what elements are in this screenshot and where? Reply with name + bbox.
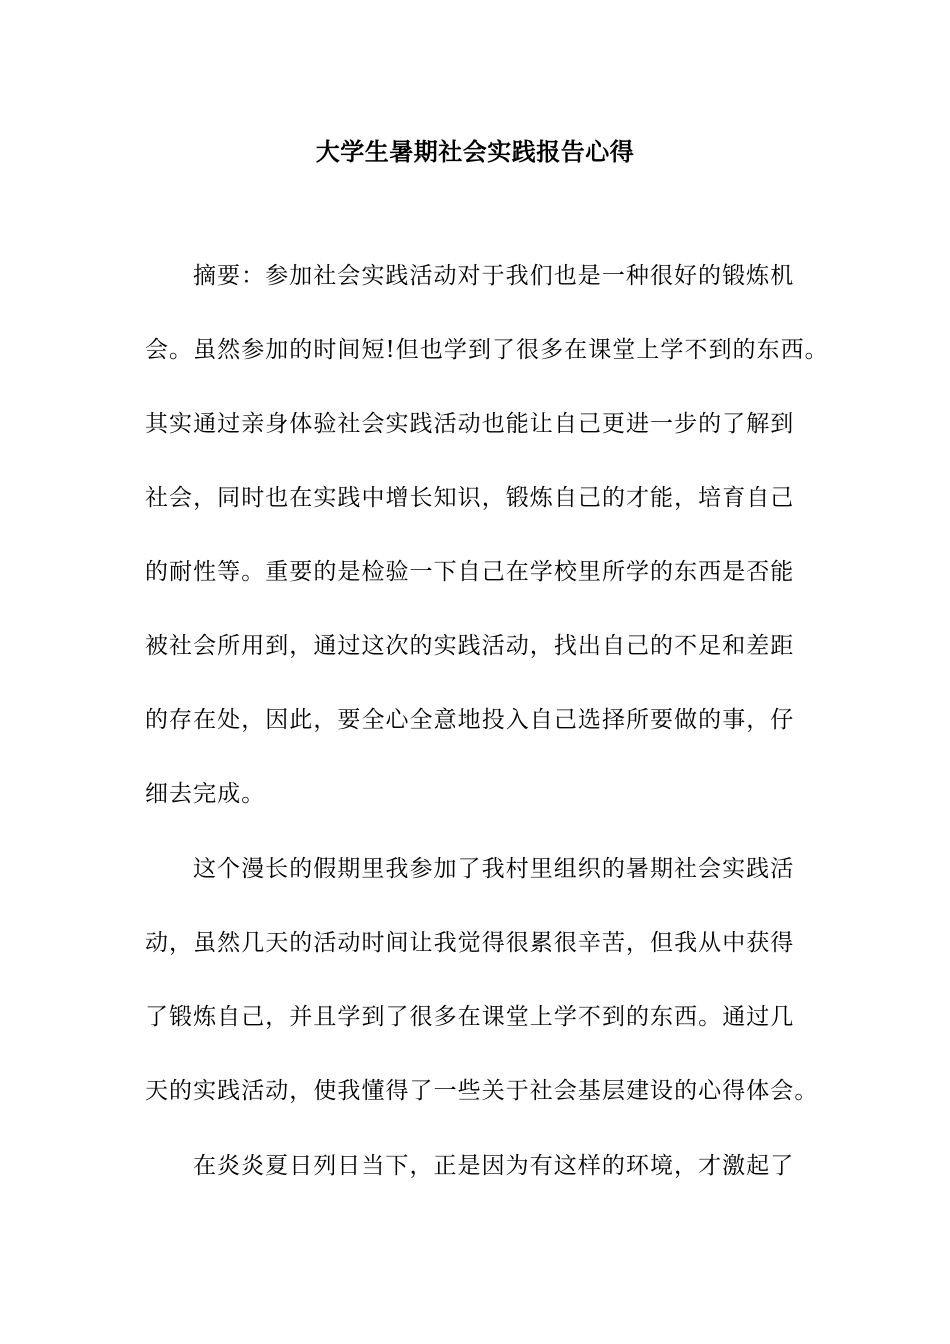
text-line: 动，虽然几天的活动时间让我觉得很累很辛苦，但我从中获得 [145, 930, 795, 956]
text-line: 天的实践活动，使我懂得了一些关于社会基层建设的心得体会。 [145, 1078, 819, 1104]
text-line: 的存在处，因此，要全心全意地投入自己选择所要做的事，仔 [145, 707, 795, 733]
text-line: 了锻炼自己，并且学到了很多在课堂上学不到的东西。通过几 [145, 1004, 795, 1030]
text-line: 的耐性等。重要的是检验一下自己在学校里所学的东西是否能 [145, 559, 795, 585]
text-line: 会。虽然参加的时间短!但也学到了很多在课堂上学不到的东西。 [145, 337, 829, 363]
text-line: 其实通过亲身体验社会实践活动也能让自己更进一步的了解到 [145, 411, 795, 437]
text-line: 摘要：参加社会实践活动对于我们也是一种很好的锻炼机 [193, 263, 795, 289]
text-line: 社会，同时也在实践中增长知识，锻炼自己的才能，培育自己 [145, 485, 795, 511]
text-line: 被社会所用到，通过这次的实践活动，找出自己的不足和差距 [145, 633, 795, 659]
text-line: 细去完成。 [145, 781, 266, 807]
document-title: 大学生暑期社会实践报告心得 [315, 137, 635, 166]
text-line: 在炎炎夏日列日当下，正是因为有这样的环境，才激起了 [193, 1153, 795, 1179]
text-line: 这个漫长的假期里我参加了我村里组织的暑期社会实践活 [193, 856, 795, 882]
